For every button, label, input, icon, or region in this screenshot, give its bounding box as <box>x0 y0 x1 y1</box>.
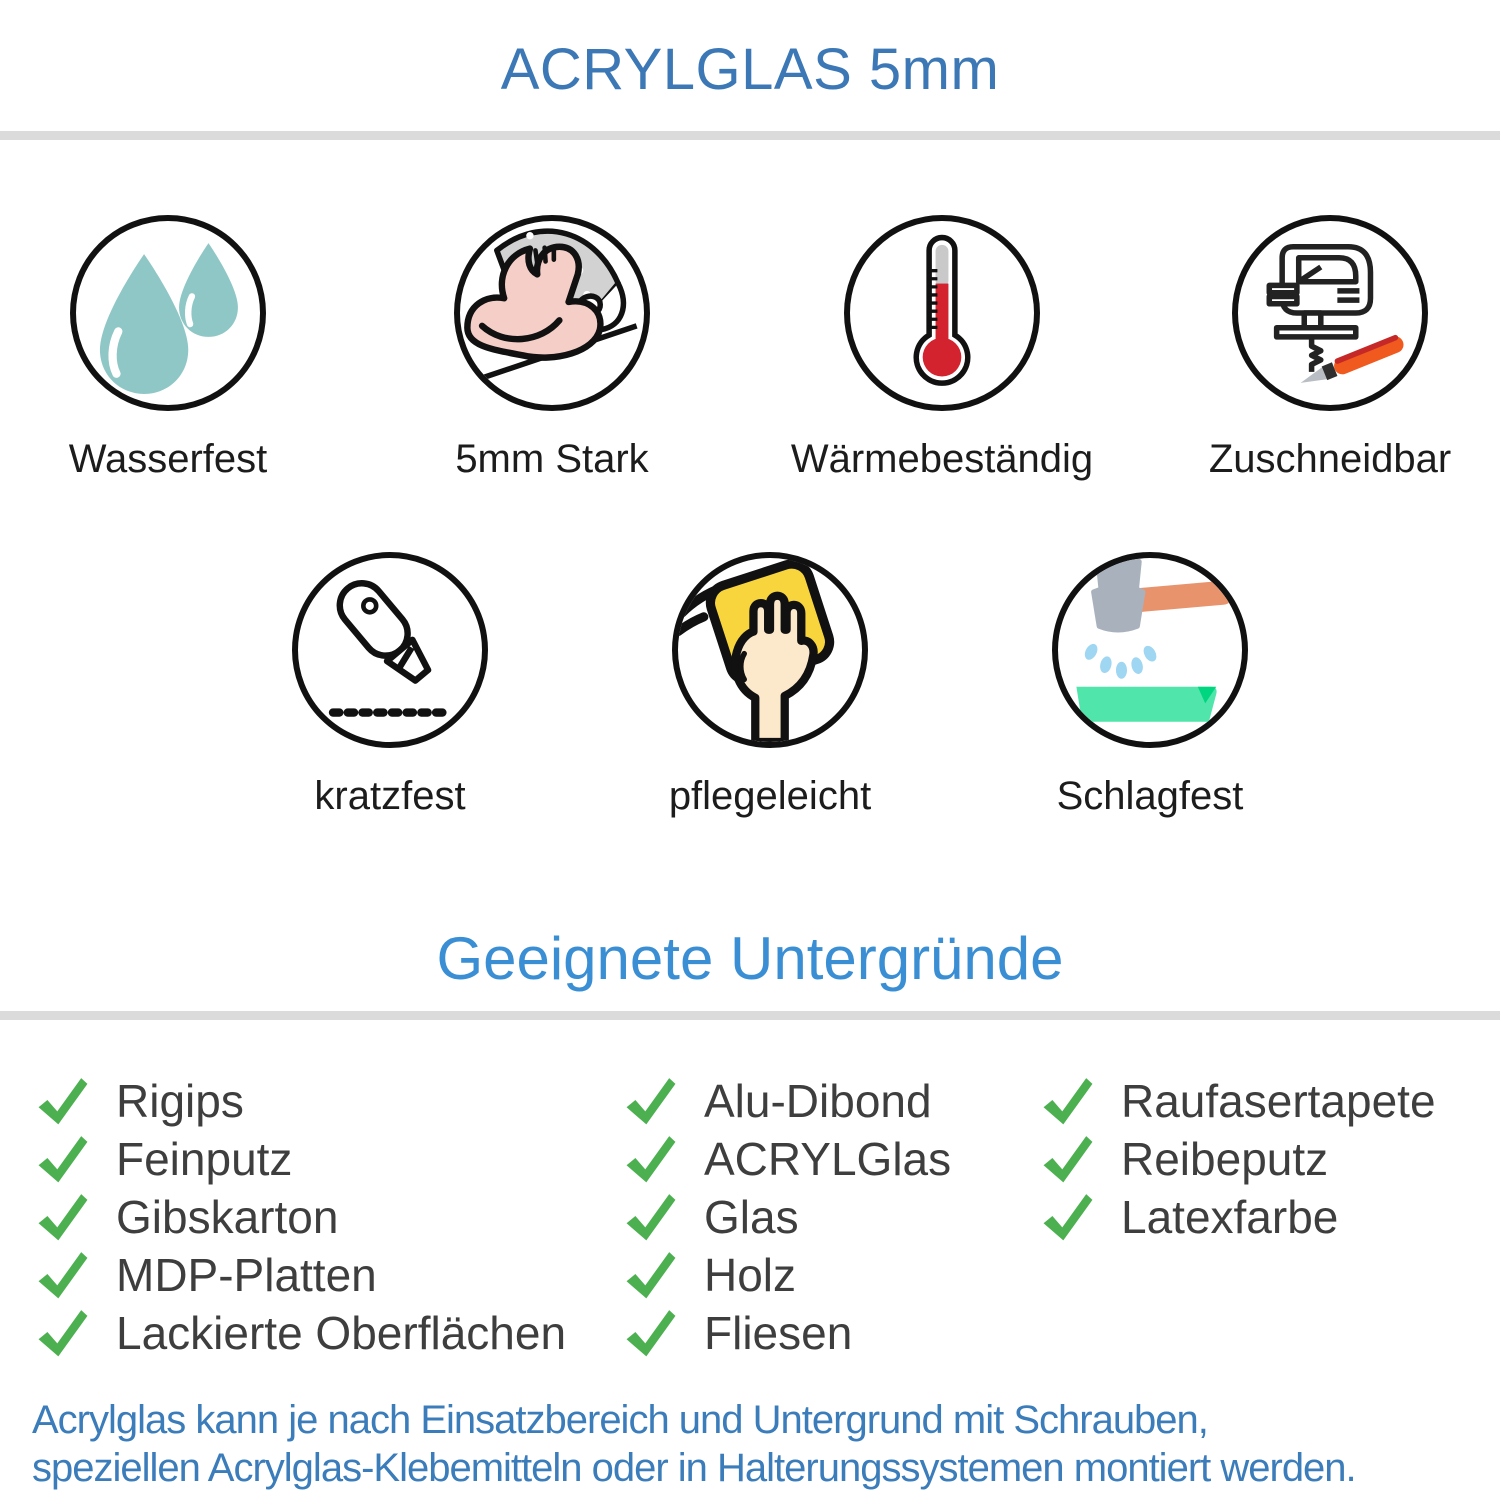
feature-label: Schlagfest <box>1056 774 1244 818</box>
list-item <box>1035 1133 1328 1185</box>
list-item-label: Rigips <box>116 1075 244 1127</box>
list-item <box>30 1075 244 1127</box>
jigsaw-icon <box>1238 221 1422 405</box>
water-drops-icon <box>76 221 260 405</box>
list-item-label: Alu-Dibond <box>704 1075 932 1127</box>
list-item <box>30 1249 377 1301</box>
list-item <box>1035 1075 1436 1127</box>
check-icon <box>618 1075 684 1127</box>
list-item-label: MDP-Platten <box>116 1249 377 1301</box>
list-item <box>1035 1191 1338 1243</box>
feature-circle <box>1052 552 1248 748</box>
list-item <box>30 1191 338 1243</box>
list-item-label: Raufasertapete <box>1121 1075 1436 1127</box>
feature-kratzfest <box>220 552 560 819</box>
feature-label: Wasserfest <box>68 437 268 481</box>
utility-knife-icon <box>298 558 482 742</box>
list-item-label: Gibskarton <box>116 1191 339 1243</box>
feature-circle <box>672 552 868 748</box>
check-icon <box>618 1191 684 1243</box>
thermometer-icon <box>850 221 1034 405</box>
hammer-icon <box>1058 558 1242 742</box>
check-icon <box>1035 1133 1101 1185</box>
check-icon <box>30 1307 96 1359</box>
page-title: ACRYLGLAS 5mm <box>500 37 1000 102</box>
feature-zuschneidbar <box>1160 215 1500 482</box>
list-item <box>30 1133 292 1185</box>
list-item-label: Glas <box>704 1191 799 1243</box>
list-item <box>618 1075 932 1127</box>
list-item-label: Lackierte Oberflächen <box>116 1307 567 1359</box>
divider-bar <box>0 1011 1500 1020</box>
check-icon <box>618 1133 684 1185</box>
check-icon <box>30 1133 96 1185</box>
list-item-label: Fliesen <box>704 1307 853 1359</box>
feature-circle <box>844 215 1040 411</box>
section-title: Geeignete Untergründe <box>436 925 1064 992</box>
check-icon <box>618 1307 684 1359</box>
feature-schlagfest <box>980 552 1320 819</box>
cleaning-hand-icon <box>678 558 862 742</box>
feature-circle <box>1232 215 1428 411</box>
muscle-arm-icon <box>460 221 644 405</box>
check-icon <box>1035 1191 1101 1243</box>
list-item-label: Holz <box>704 1249 797 1301</box>
feature-label: Wärmebeständig <box>790 437 1094 481</box>
feature-label: kratzfest <box>314 774 466 818</box>
check-icon <box>30 1191 96 1243</box>
check-icon <box>618 1249 684 1301</box>
list-item <box>618 1307 852 1359</box>
feature-label: pflegeleicht <box>668 774 872 818</box>
feature-wasserfest <box>0 215 338 482</box>
list-item-label: Latexfarbe <box>1121 1191 1339 1243</box>
check-icon <box>30 1075 96 1127</box>
footer-line-2: speziellen Acrylglas-Klebemitteln oder in Halterungssystemen montiert werden. <box>32 1446 1356 1490</box>
check-icon <box>30 1249 96 1301</box>
check-icon <box>1035 1075 1101 1127</box>
list-item-label: Feinputz <box>116 1133 293 1185</box>
list-item <box>618 1191 799 1243</box>
list-item <box>618 1249 796 1301</box>
feature-circle <box>454 215 650 411</box>
feature-label: Zuschneidbar <box>1208 437 1452 481</box>
footer-line-1: Acrylglas kann je nach Einsatzbereich und Untergrund mit Schrauben, <box>32 1398 1208 1442</box>
list-item-label: Reibeputz <box>1121 1133 1329 1185</box>
list-item <box>30 1307 566 1359</box>
divider-bar <box>0 131 1500 140</box>
feature-5mm-stark <box>382 215 722 482</box>
footer-note <box>32 1396 1492 1492</box>
list-item-label: ACRYLGlas <box>704 1133 952 1185</box>
feature-circle <box>292 552 488 748</box>
feature-label: 5mm Stark <box>455 437 649 481</box>
feature-circle <box>70 215 266 411</box>
list-item <box>618 1133 951 1185</box>
feature-pflegeleicht <box>600 552 940 819</box>
feature-waermebestaendig <box>772 215 1112 482</box>
